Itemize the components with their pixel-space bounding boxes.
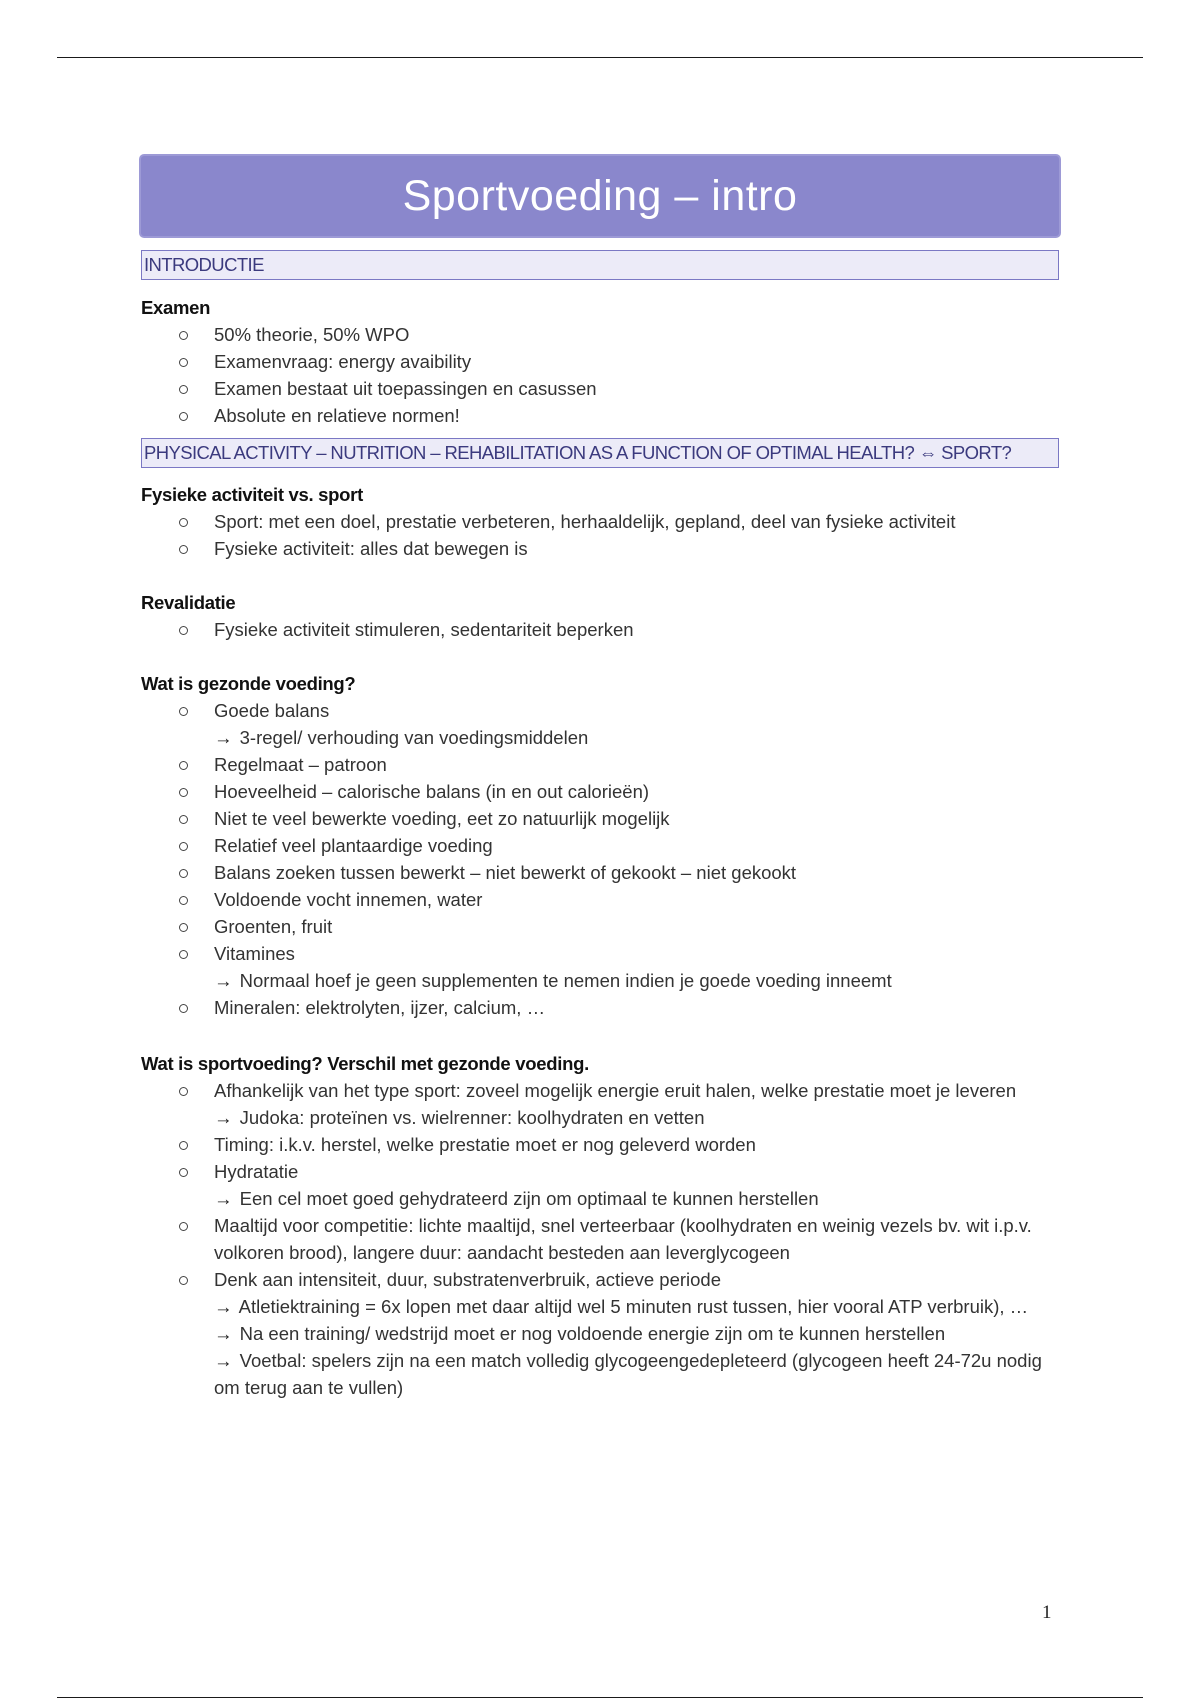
sub-note xyxy=(214,1104,1059,1131)
arrow-icon: → xyxy=(214,970,233,991)
list-item xyxy=(214,940,1059,994)
list-item: Groenten, fruit xyxy=(214,913,1059,940)
heading-fysieke-activiteit: Fysieke activiteit vs. sport xyxy=(141,484,363,505)
sub-note xyxy=(214,724,1059,751)
page-title: Sportvoeding – intro xyxy=(402,171,798,220)
sub-note-text: Atletiektraining = 6x lopen met daar altijd wel 5 minuten rust tussen, hier vooral ATP verbruik), … xyxy=(238,1296,1029,1317)
sub-note xyxy=(214,1185,1059,1212)
list-item-text: Hydratatie xyxy=(214,1161,299,1182)
sub-note-text: Normaal hoef je geen supplementen te nemen indien je goede voeding inneemt xyxy=(239,970,892,991)
list-item-text: Goede balans xyxy=(214,700,330,721)
list-item xyxy=(214,697,1059,751)
footer-rule xyxy=(57,1697,1143,1698)
heading-revalidatie: Revalidatie xyxy=(141,592,236,613)
arrow-icon: → xyxy=(214,1107,233,1128)
page-number: 1 xyxy=(1042,1602,1052,1623)
list-item: Sport: met een doel, prestatie verbeteren, herhaaldelijk, gepland, deel van fysieke activiteit xyxy=(214,508,1059,535)
list-revalidatie xyxy=(141,616,1059,643)
document-body xyxy=(141,156,1059,1401)
sub-note xyxy=(214,1293,1059,1320)
list-item: Voldoende vocht innemen, water xyxy=(214,886,1059,913)
arrow-icon: → xyxy=(214,727,233,748)
list-item: Mineralen: elektrolyten, ijzer, calcium, … xyxy=(214,994,1059,1021)
heading-examen: Examen xyxy=(141,297,211,318)
list-fysieke-activiteit xyxy=(141,508,1059,562)
arrow-icon: → xyxy=(214,1350,233,1371)
list-gezonde-voeding xyxy=(141,697,1059,1021)
sub-note xyxy=(214,967,1059,994)
list-item: Absolute en relatieve normen! xyxy=(214,402,1059,429)
list-examen xyxy=(141,321,1059,429)
list-item: Regelmaat – patroon xyxy=(214,751,1059,778)
list-item xyxy=(214,1158,1059,1212)
list-item: Maaltijd voor competitie: lichte maaltijd, snel verteerbaar (koolhydraten en weinig vezels bv. wit i.p.v. volkoren brood), langere duur: aandacht besteden aan leverglycogeen xyxy=(214,1212,1059,1266)
heading-gezonde-voeding: Wat is gezonde voeding? xyxy=(141,673,356,694)
list-item: Balans zoeken tussen bewerkt – niet bewerkt of gekookt – niet gekookt xyxy=(214,859,1059,886)
list-item: Hoeveelheid – calorische balans (in en out calorieën) xyxy=(214,778,1059,805)
heading-sportvoeding: Wat is sportvoeding? Verschil met gezonde voeding. xyxy=(141,1053,589,1074)
list-sportvoeding xyxy=(141,1077,1059,1401)
list-item-text: Afhankelijk van het type sport: zoveel mogelijk energie eruit halen, welke prestatie moet je leveren xyxy=(214,1080,1017,1101)
list-item xyxy=(214,1077,1059,1131)
list-item xyxy=(214,1266,1059,1401)
list-item: Examen bestaat uit toepassingen en casussen xyxy=(214,375,1059,402)
list-item: Fysieke activiteit stimuleren, sedentariteit beperken xyxy=(214,616,1059,643)
sub-note-text: Voetbal: spelers zijn na een match volledig glycogeengedepleteerd (glycogeen heeft 24-72u nodig om terug aan te vullen) xyxy=(214,1350,1042,1398)
section-introductie: INTRODUCTIE xyxy=(141,250,1059,280)
header-rule xyxy=(57,57,1143,58)
sub-note-text: Judoka: proteïnen vs. wielrenner: koolhydraten en vetten xyxy=(239,1107,705,1128)
sub-note xyxy=(214,1347,1059,1401)
arrow-icon: → xyxy=(214,1296,233,1317)
sub-note-text: Na een training/ wedstrijd moet er nog voldoende energie zijn om te kunnen herstellen xyxy=(239,1323,946,1344)
list-item-text: Denk aan intensiteit, duur, substratenverbruik, actieve periode xyxy=(214,1269,721,1290)
list-item: 50% theorie, 50% WPO xyxy=(214,321,1059,348)
sub-note-text: Een cel moet goed gehydrateerd zijn om optimaal te kunnen herstellen xyxy=(239,1188,819,1209)
arrow-icon: → xyxy=(214,1188,233,1209)
sub-note xyxy=(214,1320,1059,1347)
list-item: Relatief veel plantaardige voeding xyxy=(214,832,1059,859)
list-item: Fysieke activiteit: alles dat bewegen is xyxy=(214,535,1059,562)
list-item: Timing: i.k.v. herstel, welke prestatie moet er nog geleverd worden xyxy=(214,1131,1059,1158)
section-physical-activity: PHYSICAL ACTIVITY – NUTRITION – REHABILITATION AS A FUNCTION OF OPTIMAL HEALTH? ⇔ SPORT? xyxy=(141,438,1059,468)
list-item: Niet te veel bewerkte voeding, eet zo natuurlijk mogelijk xyxy=(214,805,1059,832)
sub-note-text: 3-regel/ verhouding van voedingsmiddelen xyxy=(239,727,589,748)
title-banner xyxy=(141,156,1059,236)
arrow-icon: → xyxy=(214,1323,233,1344)
list-item: Examenvraag: energy avaibility xyxy=(214,348,1059,375)
list-item-text: Vitamines xyxy=(214,943,295,964)
